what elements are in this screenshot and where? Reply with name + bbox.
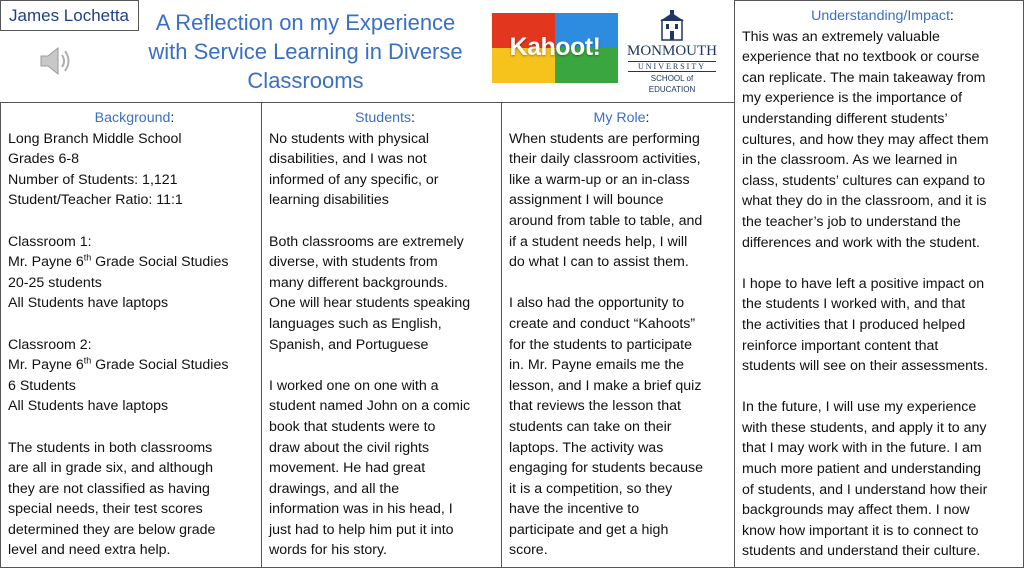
text-line: know how important it is to connect to [742,522,979,539]
kahoot-logo [492,13,618,83]
text-line: create and conduct “Kahoots” [509,315,696,332]
text-line: for the students to participate [509,336,692,353]
text-line: do what I can to assist them. [509,254,689,271]
classroom-1-info: Classroom 1: Mr. Payne 6th Grade Social Studies 20-25 students All Students have laptops [8,232,261,314]
page-title [139,8,472,95]
text-line: many different backgrounds. [269,274,448,291]
impact-paragraph [742,397,1023,562]
students-paragraph [269,376,501,561]
text-line: experience that no textbook or course [742,49,980,66]
text-line: score. [509,542,548,559]
text-line: disabilities, and I was not [269,151,427,168]
classroom-2-info: Classroom 2: Mr. Payne 6th Grade Social Studies 6 Students All Students have laptops [8,335,261,417]
text-line: Both classrooms are extremely [269,233,464,250]
background-heading: Background: [94,110,175,126]
text-line: students and understand their culture. [742,543,981,560]
role-paragraph [509,129,734,273]
text-line: of students, and I understand how their [742,481,988,498]
text-line: This was an extremely valuable [742,28,940,45]
text-line: No students with physical [269,130,430,147]
background-panel [0,102,262,568]
text-line: languages such as English, [269,315,442,332]
text-line: the students I worked with, and that [742,296,966,313]
text-line: their daily classroom activities, [509,151,701,168]
text-line: class, students’ cultures can expand to [742,172,986,189]
text-line: that I may work with in the future. I am [742,440,982,457]
text-line: reinforce important content that [742,337,939,354]
background-paragraph: Long Branch Middle School Grades 6-8 Number of Students: 1,121 Student/Teacher Ratio: 11:1 [8,130,183,209]
text-line: can replicate. The main takeaway from [742,69,986,86]
text-line: around from table to table, and [509,212,703,229]
text-line: I worked one on one with a [269,377,439,394]
school-line-2: EDUCATION [648,85,696,94]
university-crest-icon [658,10,686,42]
text-line: the activities that I produced helped [742,316,966,333]
text-line: they are not classified as having [8,480,210,497]
text-line: I hope to have left a positive impact on [742,275,985,292]
text-line: draw about the civil rights [269,439,430,456]
text-line: in. Mr. Payne emails me the [509,357,685,374]
title-line: Classrooms [247,68,364,93]
text-line: what they do in the classroom, and it is [742,193,987,210]
text-line: with these students, and apply it to any [742,419,987,436]
text-line: Mr. Payne 6th Grade Social Studies [8,252,229,271]
impact-paragraph [742,274,1023,377]
students-heading: Students: [355,110,415,126]
text-line: laptops. The activity was [509,439,664,456]
text-line: book that students were to [269,418,436,435]
text-line: informed of any specific, or [269,171,439,188]
text-line: understanding different students’ [742,110,948,127]
text-line: I also had the opportunity to [509,295,685,312]
text-line: students can take on their [509,418,672,435]
text-line: Spanish, and Portuguese [269,336,429,353]
text-line: engaging for students because [509,460,704,477]
text-line: The students in both classrooms [8,439,213,456]
text-line: much more patient and understanding [742,461,981,478]
text-line: When students are performing [509,130,700,147]
text-line: student named John on a comic [269,398,471,415]
text-line: lesson, and I make a brief quiz [509,377,702,394]
text-line: learning disabilities [269,192,389,209]
text-line: determined they are below grade [8,521,216,538]
text-line: One will hear students speaking [269,295,471,312]
text-line: drawings, and all the [269,480,400,497]
background-paragraph [8,438,261,562]
text-line: special needs, their test scores [8,501,203,518]
text-line: students will see on their assessments. [742,358,989,375]
text-line: words for his story. [269,542,387,559]
impact-paragraph [742,27,1023,254]
text-line: my experience is the importance of [742,90,963,107]
title-line: A Reflection on my Experience [155,10,456,35]
text-line: in the classroom. As we learned in [742,152,958,169]
text-line: movement. He had great [269,460,426,477]
role-paragraph [509,293,734,561]
text-line: Mr. Payne 6th Grade Social Studies [8,355,229,374]
text-line: the teacher’s job to understand the [742,213,961,230]
text-line: like a warm-up or an in-class [509,171,690,188]
text-line: differences and work with the student. [742,234,980,251]
text-line: level and need extra help. [8,542,171,559]
role-panel [501,102,735,568]
students-paragraph [269,129,501,211]
monmouth-logo [622,10,722,94]
school-line-1: SCHOOL of [650,74,694,83]
text-line: diverse, with students from [269,254,438,271]
text-line: participate and get a high [509,521,669,538]
speaker-icon[interactable] [38,44,74,78]
text-line: are all in grade six, and although [8,460,214,477]
students-panel [261,102,502,568]
text-line: have the incentive to [509,501,640,518]
text-line: that reviews the lesson that [509,398,681,415]
kahoot-logo-text: Kahoot! [509,33,601,61]
university-name: MONMOUTH [627,43,717,59]
text-line: if a student needs help, I will [509,233,688,250]
role-heading: My Role: [593,110,650,126]
text-line: assignment I will bounce [509,192,664,209]
impact-heading: Understanding/Impact: [811,8,954,24]
text-line: just had to help him put it into [269,521,454,538]
title-line: with Service Learning in Diverse [148,39,463,64]
impact-panel [734,0,1024,568]
university-label: UNIVERSITY [628,61,716,72]
text-line: cultures, and how they may affect them [742,131,989,148]
text-line: backgrounds may affect them. I now [742,502,970,519]
text-line: information was in his head, I [269,501,453,518]
students-paragraph [269,232,501,356]
text-line: In the future, I will use my experience [742,399,977,416]
author-name: James Lochetta [0,0,139,31]
text-line: it is a competition, so they [509,480,673,497]
